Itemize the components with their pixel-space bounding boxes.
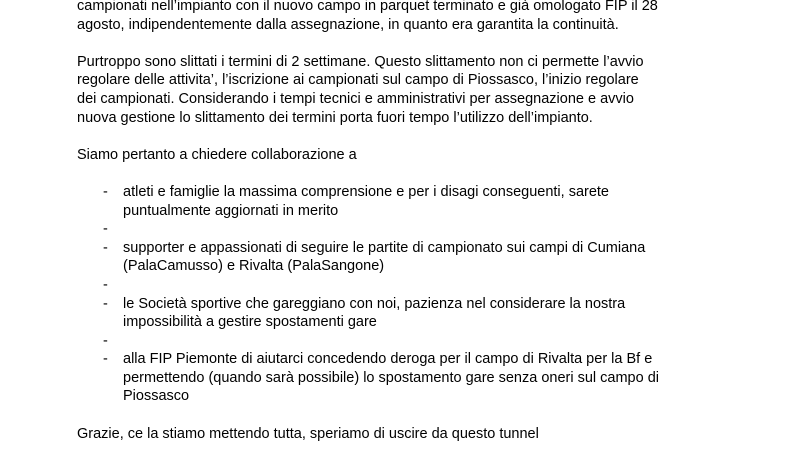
- collaboration-list: [77, 183, 737, 406]
- delay-line: Purtroppo sono slittati i termini di 2 settimane. Questo slittamento non ci permette l’avvio: [77, 53, 644, 70]
- list-item-empty: [77, 220, 737, 239]
- list-item-text: (PalaCamusso) e Rivalta (PalaSangone): [123, 258, 385, 275]
- list-item-text: alla FIP Piemonte di aiutarci concedendo deroga per il campo di Rivalta per la Bf e: [123, 351, 653, 368]
- list-item-text: Piossasco: [123, 388, 190, 405]
- bullet-dash: -: [103, 221, 108, 238]
- bullet-dash: -: [103, 332, 108, 349]
- intro-paragraph: [77, 0, 737, 34]
- delay-line: regolare delle attivita’, l’iscrizione ai campionati sul campo di Piossasco, l’inizio regolare: [77, 72, 639, 89]
- closing-line: Grazie, ce la stiamo mettendo tutta, speriamo di uscire da questo tunnel: [77, 425, 539, 442]
- list-item-text: le Società sportive che gareggiano con noi, pazienza nel considerare la nostra: [123, 295, 626, 312]
- list-item-text: permettendo (quando sarà possibile) lo spostamento gare senza oneri sul campo di: [123, 369, 660, 386]
- list-item-supporters: [77, 239, 737, 276]
- bullet-dash: -: [103, 295, 108, 312]
- bullet-dash: -: [103, 183, 108, 200]
- list-item-text: atleti e famiglie la massima comprensione e per i disagi conseguenti, sarete: [123, 183, 609, 200]
- document-page: [77, 0, 737, 443]
- list-item-athletes: [77, 183, 737, 220]
- delay-line: nuova gestione lo slittamento dei termini porta fuori tempo l’utilizzo dell’impianto.: [77, 109, 593, 126]
- delay-line: dei campionati. Considerando i tempi tecnici e amministrativi per assegnazione e avvio: [77, 90, 634, 107]
- list-item-empty: [77, 332, 737, 351]
- intro-line: agosto, indipendentemente dalla assegnazione, in quanto era garantita la continuità.: [77, 16, 619, 33]
- bullet-dash: -: [103, 239, 108, 256]
- list-item-societies: [77, 295, 737, 332]
- list-item-empty: [77, 276, 737, 295]
- request-intro: Siamo pertanto a chiedere collaborazione a: [77, 146, 357, 163]
- list-item-text: supporter e appassionati di seguire le partite di campionato sui campi di Cumiana: [123, 239, 646, 256]
- list-item-fip: [77, 350, 737, 406]
- delay-paragraph: [77, 53, 737, 127]
- list-item-text: puntualmente aggiornati in merito: [123, 202, 339, 219]
- bullet-dash: -: [103, 276, 108, 293]
- intro-line: campionati nell’impianto con il nuovo campo in parquet terminato e già omologato FIP il 28: [77, 0, 658, 14]
- list-item-text: impossibilità a gestire spostamenti gare: [123, 314, 377, 331]
- bullet-dash: -: [103, 351, 108, 368]
